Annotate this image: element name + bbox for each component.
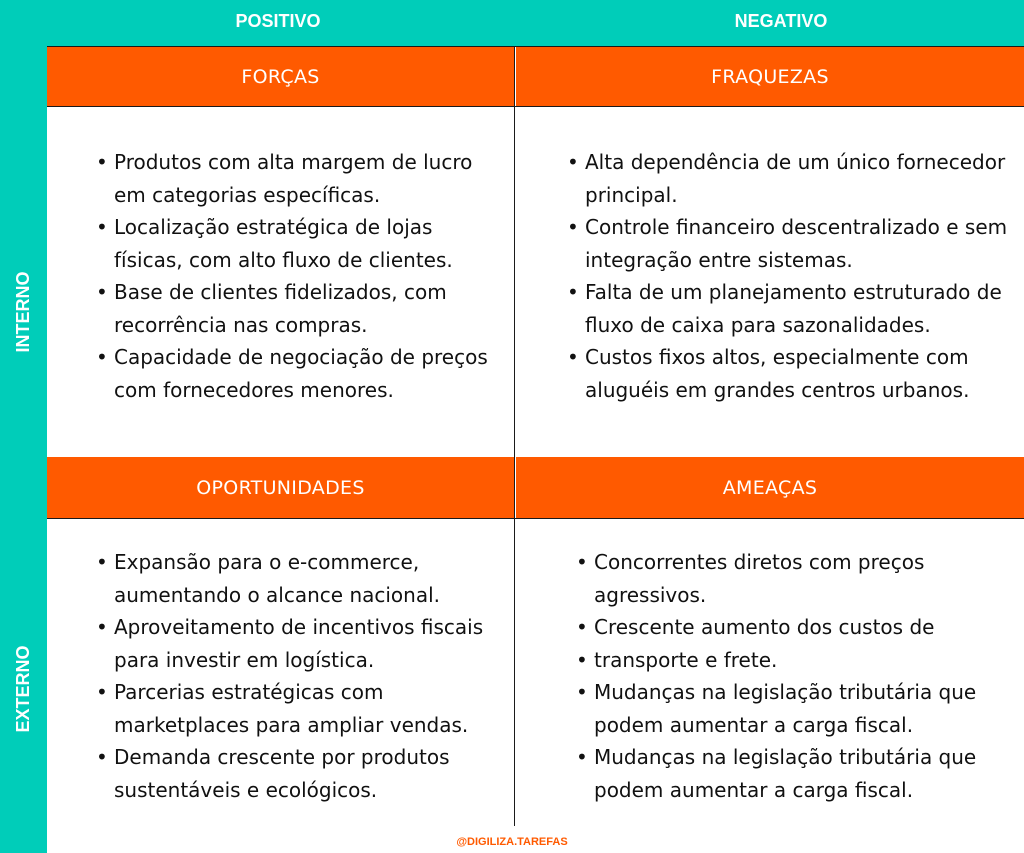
grid-line-top (47, 46, 1024, 47)
list-item: • Demanda crescente por produtos sustentáveis e ecológicos. (96, 741, 506, 806)
list-item: • Aproveitamento de incentivos fiscais para investir em logística. (96, 611, 506, 676)
strengths-list (96, 146, 506, 406)
list-item: • Expansão para o e-commerce, aumentando o alcance nacional. (96, 546, 506, 611)
column-header-positive: POSITIVO (235, 11, 321, 31)
list-item: • Alta dependência de um único fornecedor principal. (567, 146, 1017, 211)
list-item: • Mudanças na legislação tributária que podem aumentar a carga fiscal. (576, 676, 1016, 741)
footer-handle: @DIGILIZA.TAREFAS (456, 836, 568, 848)
opportunities-title: OPORTUNIDADES (196, 476, 365, 499)
list-item: • Mudanças na legislação tributária que podem aumentar a carga fiscal. (576, 741, 1016, 806)
list-item: • Capacidade de negociação de preços com fornecedores menores. (96, 341, 506, 406)
grid-line-center (514, 46, 515, 826)
list-item: • Localização estratégica de lojas físicas, com alto fluxo de clientes. (96, 211, 506, 276)
grid-line-under-bottom-banners (47, 518, 1024, 519)
list-item: • Base de clientes fidelizados, com recorrência nas compras. (96, 276, 506, 341)
grid-line-under-top-banners (47, 106, 1024, 107)
threats-title: AMEAÇAS (722, 476, 818, 499)
opportunities-banner (47, 457, 514, 518)
list-item: • Custos fixos altos, especialmente com aluguéis em grandes centros urbanos. (567, 341, 1017, 406)
opportunities-list (96, 546, 506, 806)
list-item: • Controle financeiro descentralizado e sem integração entre sistemas. (567, 211, 1017, 276)
row-header-external: EXTERNO (13, 645, 33, 733)
threats-list (576, 546, 1016, 806)
strengths-banner (47, 46, 514, 107)
list-item: • Parcerias estratégicas com marketplaces para ampliar vendas. (96, 676, 506, 741)
weaknesses-banner (516, 46, 1024, 107)
weaknesses-list (567, 146, 1017, 406)
strengths-title: FORÇAS (241, 65, 320, 88)
column-header-negative: NEGATIVO (734, 11, 828, 31)
list-item: • Concorrentes diretos com preços agressivos. (576, 546, 1016, 611)
row-header-internal: INTERNO (13, 271, 33, 353)
list-item: • Falta de um planejamento estruturado de fluxo de caixa para sazonalidades. (567, 276, 1017, 341)
threats-banner (516, 457, 1024, 518)
list-item: • Crescente aumento dos custos de (576, 611, 1016, 644)
weaknesses-title: FRAQUEZAS (711, 65, 829, 88)
list-item: • Produtos com alta margem de lucro em categorias específicas. (96, 146, 506, 211)
list-item: • transporte e frete. (576, 644, 1016, 677)
